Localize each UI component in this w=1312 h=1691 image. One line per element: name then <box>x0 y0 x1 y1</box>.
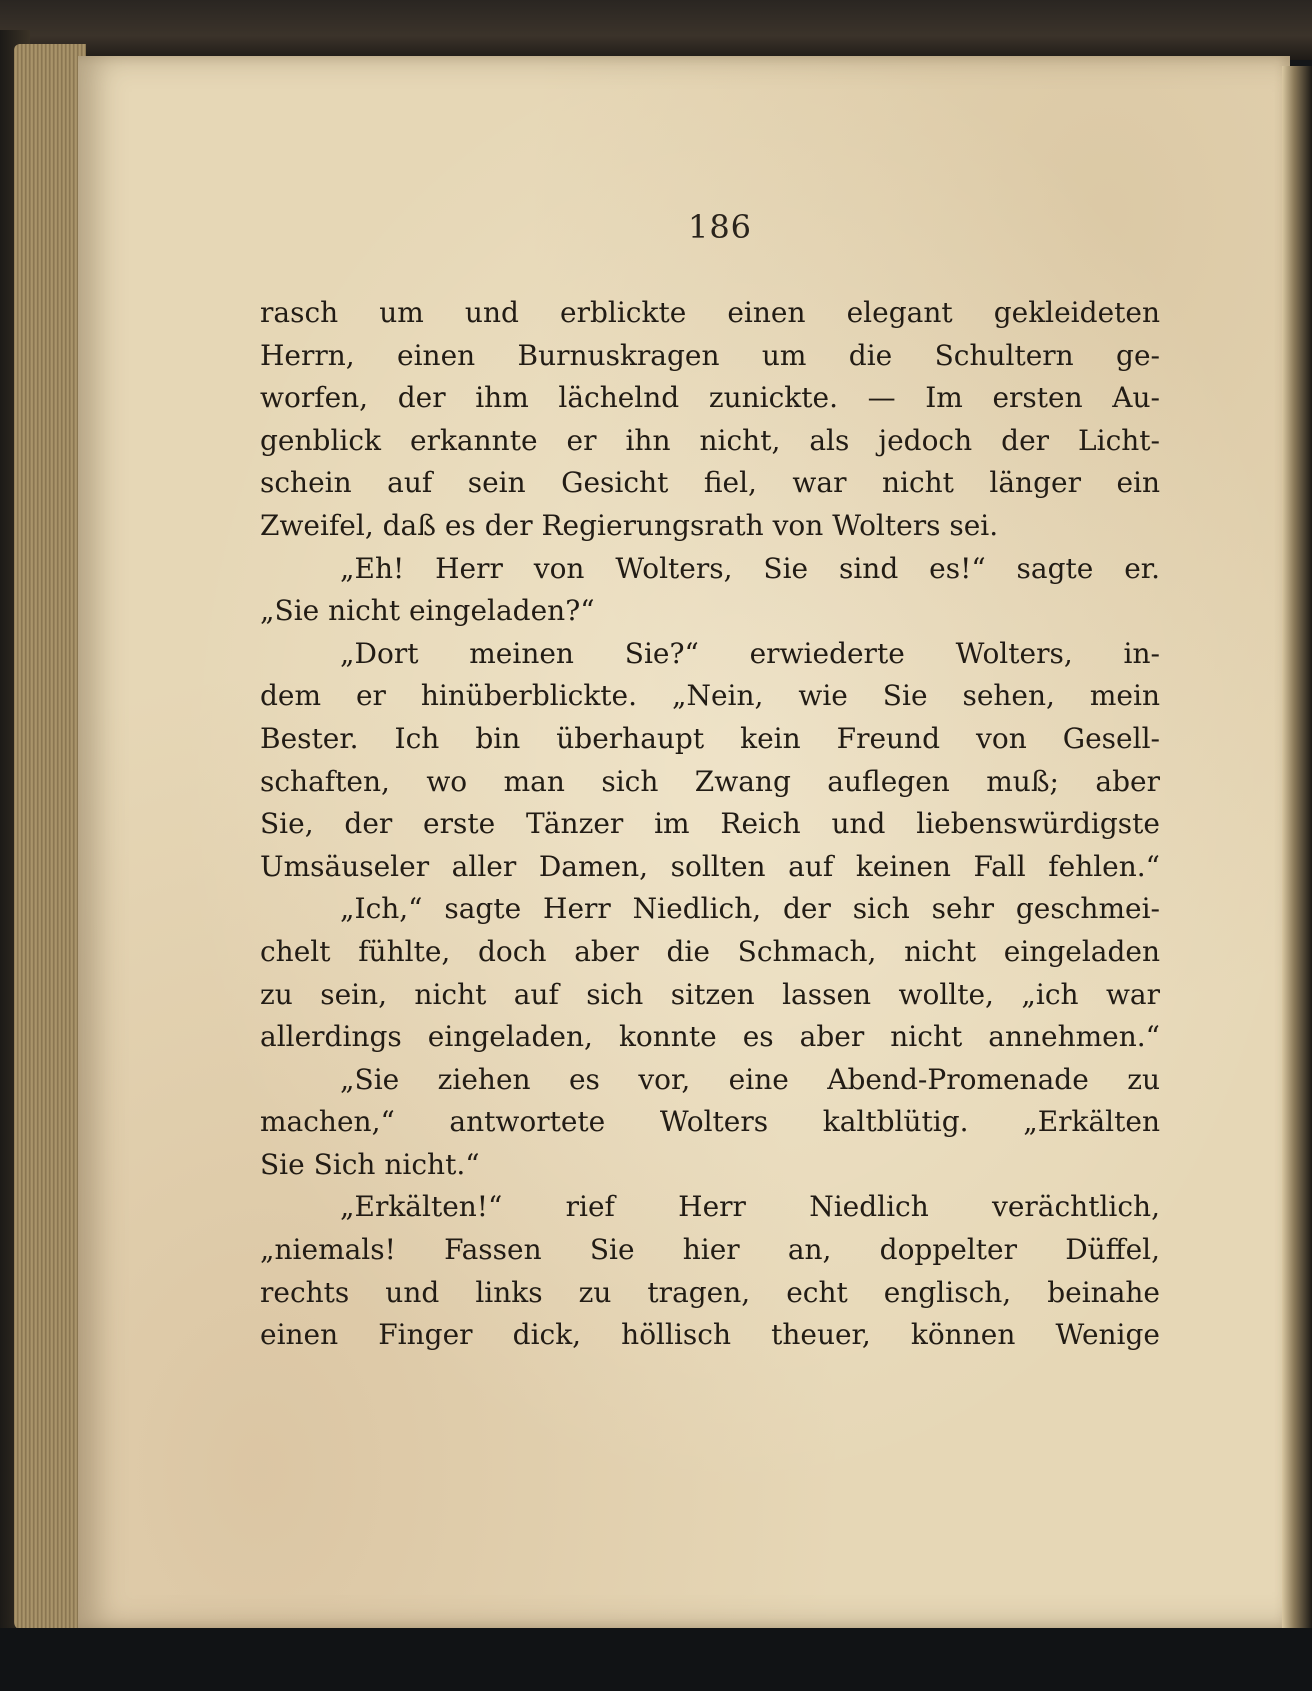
text-line: „Ich,“ sagte Herr Niedlich, der sich sehr geschmei- <box>340 892 1160 926</box>
text-line: Zweifel, daß es der Regierungsrath von Wolters sei. <box>260 508 999 542</box>
text-line: rasch um und erblickte einen elegant gekleideten <box>260 296 1160 329</box>
text-line: schaften, wo man sich Zwang auflegen muß; aber <box>260 764 1160 798</box>
text-line: „Sie nicht eingeladen?“ <box>260 594 595 628</box>
text-line: allerdings eingeladen, konnte es aber nicht annehmen.“ <box>260 1020 1160 1054</box>
text-line: chelt fühlte, doch aber die Schmach, nicht eingeladen <box>260 934 1160 968</box>
page-stack-edge <box>14 44 86 1630</box>
text-line: machen,“ antwortete Wolters kaltblütig. „Erkälten <box>260 1105 1160 1139</box>
top-edge-background <box>0 0 1312 60</box>
right-binding-edge <box>1282 66 1312 1628</box>
text-line: Sie Sich nicht.“ <box>260 1147 480 1181</box>
text-line: „Eh! Herr von Wolters, Sie sind es!“ sagte er. <box>340 551 1160 585</box>
text-line: schein auf sein Gesicht fiel, war nicht länger ein <box>260 466 1160 500</box>
text-line: „Erkälten!“ rief Herr Niedlich verächtlich, <box>340 1190 1160 1224</box>
text-line: Sie, der erste Tänzer im Reich und liebenswürdigste <box>260 807 1160 841</box>
text-line: dem er hinüberblickte. „Nein, wie Sie sehen, mein <box>260 679 1160 713</box>
text-line: rechts und links zu tragen, echt englisch, beinahe <box>260 1275 1160 1309</box>
text-line: „Dort meinen Sie?“ erwiederte Wolters, in- <box>340 636 1160 670</box>
bottom-edge-background <box>0 1628 1312 1691</box>
text-line: „Sie ziehen es vor, eine Abend-Promenade zu <box>340 1062 1160 1096</box>
text-line: Herrn, einen Burnuskragen um die Schultern ge- <box>260 338 1160 372</box>
body-text <box>260 292 1160 1357</box>
text-line: Umsäuseler aller Damen, sollten auf keinen Fall fehlen.“ <box>260 849 1160 883</box>
text-line: einen Finger dick, höllisch theuer, können Wenige <box>260 1318 1160 1352</box>
text-line: „niemals! Fassen Sie hier an, doppelter Düffel, <box>260 1233 1160 1267</box>
text-line: zu sein, nicht auf sich sitzen lassen wollte, „ich war <box>260 977 1160 1011</box>
page-number: 186 <box>687 208 753 246</box>
text-line: worfen, der ihm lächelnd zunickte. — Im ersten Au- <box>260 381 1160 415</box>
text-line: genblick erkannte er ihn nicht, als jedoch der Licht- <box>260 423 1160 457</box>
text-line: Bester. Ich bin überhaupt kein Freund von Gesell- <box>260 721 1160 755</box>
